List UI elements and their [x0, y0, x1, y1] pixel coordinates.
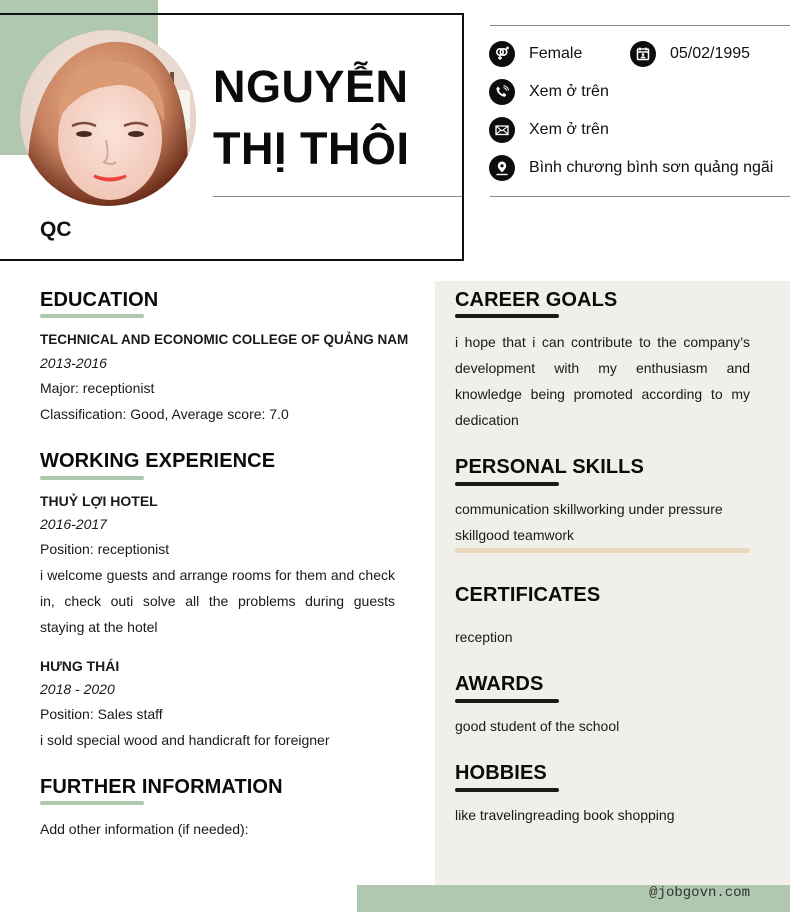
job-position: Position: Sales staff: [40, 706, 163, 722]
phone-value: Xem ở trên: [529, 83, 609, 100]
education-period: 2013-2016: [40, 355, 107, 371]
gender-icon: [489, 41, 515, 67]
address-value: Bình chương bình sơn quảng ngãi: [529, 159, 774, 176]
watermark: @jobgovn.com: [649, 885, 750, 901]
education-major: Major: receptionist: [40, 380, 155, 396]
contact-gender: [489, 41, 582, 67]
job-description: i sold special wood and handicraft for foreigner: [40, 732, 330, 748]
job-period: 2018 - 2020: [40, 681, 115, 697]
section-underline: [40, 314, 144, 318]
section-underline: [455, 788, 559, 792]
gender-value: Female: [529, 45, 583, 62]
job-description: i welcome guests and arrange rooms for them and check in, check outi solve all the problems during guests staying at the hotel: [40, 567, 395, 635]
section-title-awards: AWARDS: [455, 673, 544, 695]
section-underline: [455, 314, 559, 318]
contact-email: [489, 117, 609, 143]
contact-divider-bottom: [490, 196, 790, 197]
section-title-skills: PERSONAL SKILLS: [455, 456, 644, 478]
section-underline: [40, 801, 144, 805]
job-company: THUỶ LỢI HOTEL: [40, 493, 158, 509]
skills-text: communication skillworking under pressure skillgood teamwork: [455, 501, 723, 543]
contact-birthday: [630, 41, 750, 67]
location-icon: [489, 155, 515, 181]
job-title: QC: [40, 218, 72, 241]
section-title-further: FURTHER INFORMATION: [40, 776, 283, 798]
education-classification: Classification: Good, Average score: 7.0: [40, 406, 289, 422]
contact-phone: [489, 79, 609, 105]
candidate-name: [213, 56, 409, 180]
education-school: TECHNICAL AND ECONOMIC COLLEGE OF QUẢNG NAM: [40, 332, 409, 347]
section-title-career-goals: CAREER GOALS: [455, 289, 618, 311]
further-text: Add other information (if needed):: [40, 821, 249, 837]
name-divider: [213, 196, 462, 197]
footer-bar: [357, 885, 790, 912]
phone-icon: [489, 79, 515, 105]
name-line-1: NGUYỄN: [213, 61, 409, 112]
job-period: 2016-2017: [40, 516, 107, 532]
section-underline: [455, 699, 559, 703]
contact-divider-top: [490, 25, 790, 26]
name-line-2: THỊ THÔI: [213, 123, 410, 174]
birthday-value: 05/02/1995: [670, 45, 751, 62]
section-title-education: EDUCATION: [40, 289, 159, 311]
certificates-text: reception: [455, 629, 513, 645]
section-underline: [455, 482, 559, 486]
section-underline: [40, 476, 144, 480]
contact-address: [489, 155, 773, 181]
hobbies-text: like travelingreading book shopping: [455, 807, 675, 823]
career-goals-text: i hope that i can contribute to the company’s development with my enthusiasm and knowledge being promoted according to my dedication: [455, 334, 750, 428]
job-position: Position: receptionist: [40, 541, 170, 557]
profile-photo: [20, 30, 196, 206]
section-title-experience: WORKING EXPERIENCE: [40, 450, 276, 472]
section-title-hobbies: HOBBIES: [455, 762, 547, 784]
skill-level-bar: [455, 548, 750, 553]
section-title-certificates: CERTIFICATES: [455, 584, 601, 606]
awards-text: good student of the school: [455, 718, 620, 734]
email-icon: [489, 117, 515, 143]
avatar-image: [20, 30, 196, 206]
calendar-icon: [630, 41, 656, 67]
job-company: HƯNG THÁI: [40, 658, 120, 674]
email-value: Xem ở trên: [529, 121, 609, 138]
